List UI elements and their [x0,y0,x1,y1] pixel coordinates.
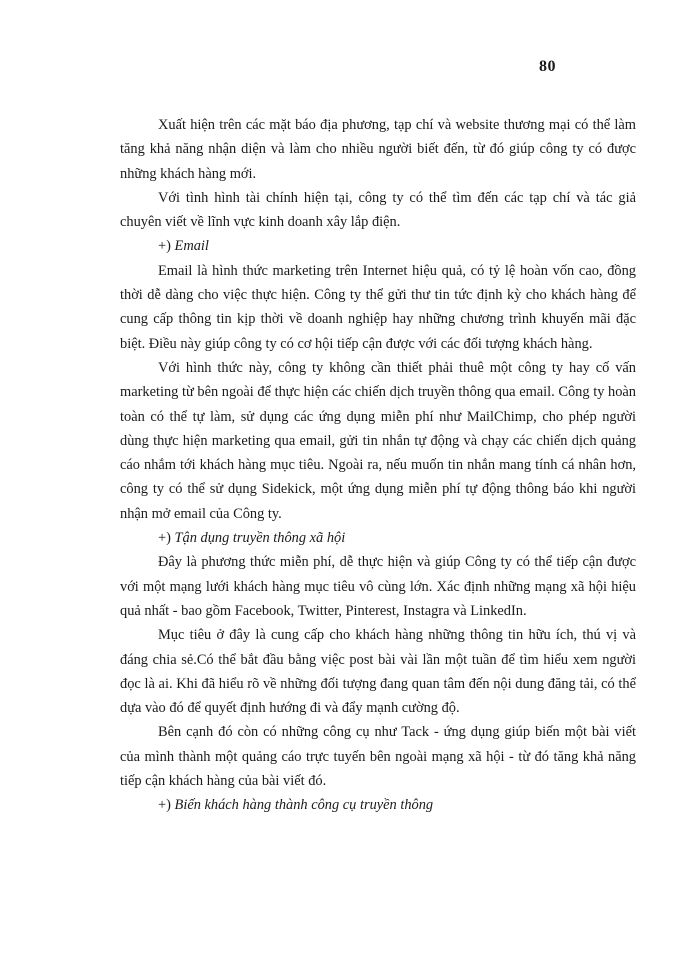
paragraph: Đây là phương thức miễn phí, dễ thực hiện và giúp Công ty có thể tiếp cận được với một mạng lưới khách hàng mục tiêu vô cùng lớn. Xác định những mạng xã hội hiệu quả nhất - bao gồm Facebook, Twitter, Pinterest, Instagra và LinkedIn. [120,554,636,619]
paragraph: Với tình hình tài chính hiện tại, công ty có thể tìm đến các tạp chí và tác giả chuyên viết về lĩnh vực kinh doanh xây lắp điện. [120,189,636,231]
paragraph: Mục tiêu ở đây là cung cấp cho khách hàng những thông tin hữu ích, thú vị và đáng chia sẻ.Có thể bắt đầu bằng việc post bài vài lần một tuần để tìm hiểu xem người đọc là ai. Khi đã hiểu rõ về những đối tượng đang quan tâm đến nội dung đăng tải, có thể dựa vào đó để quyết định hướng đi và đẩy mạnh cường độ. [120,627,636,717]
heading-prefix: +) [158,797,171,814]
heading-label: Biến khách hàng thành công cụ truyền thông [174,797,434,814]
heading-label: Email [174,238,209,255]
section-heading-social-media [120,526,636,550]
document-body [120,113,636,818]
paragraph: Xuất hiện trên các mặt báo địa phương, tạp chí và website thương mại có thể làm tăng khả năng nhận diện và làm cho nhiều người biết đến, từ đó giúp công ty có được những khách hàng mới. [120,117,636,182]
heading-prefix: +) [158,238,171,255]
paragraph: Email là hình thức marketing trên Internet hiệu quả, có tỷ lệ hoàn vốn cao, đồng thời dễ dàng cho việc thực hiện. Công ty thể gửi thư tin tức định kỳ cho khách hàng để cung cấp thông tin kịp thời về doanh nghiệp hay những chương trình khuyến mãi đặc biệt. Điều này giúp công ty có cơ hội tiếp cận được với các đối tượng khách hàng. [120,262,636,352]
page-number: 80 [539,58,556,75]
paragraph: Bên cạnh đó còn có những công cụ như Tack - ứng dụng giúp biến một bài viết của mình thành một quảng cáo trực tuyến bên ngoài mạng xã hội - từ đó tăng khả năng tiếp cận khách hàng của bài viết đó. [120,724,636,790]
paragraph: Với hình thức này, công ty không cần thiết phải thuê một công ty hay cố vấn marketing từ bên ngoài để thực hiện các chiến dịch truyền thông qua email. Công ty hoàn toàn có thể tự làm, sử dụng các ứng dụng miễn phí như MailChimp, cho phép người dùng thực hiện marketing qua email, gửi tin nhắn tự động và chạy các chiến dịch quảng cáo nhắm tới khách hàng mục tiêu. Ngoài ra, nếu muốn tin nhắn mang tính cá nhân hơn, công ty có thể sử dụng Sidekick, một ứng dụng miễn phí tự động thông báo khi người nhận mở email của Công ty. [120,359,636,522]
section-heading-customer-advocacy [120,793,636,817]
heading-prefix: +) [158,530,171,547]
section-heading-email [120,234,636,258]
heading-label: Tận dụng truyền thông xã hội [174,530,346,547]
